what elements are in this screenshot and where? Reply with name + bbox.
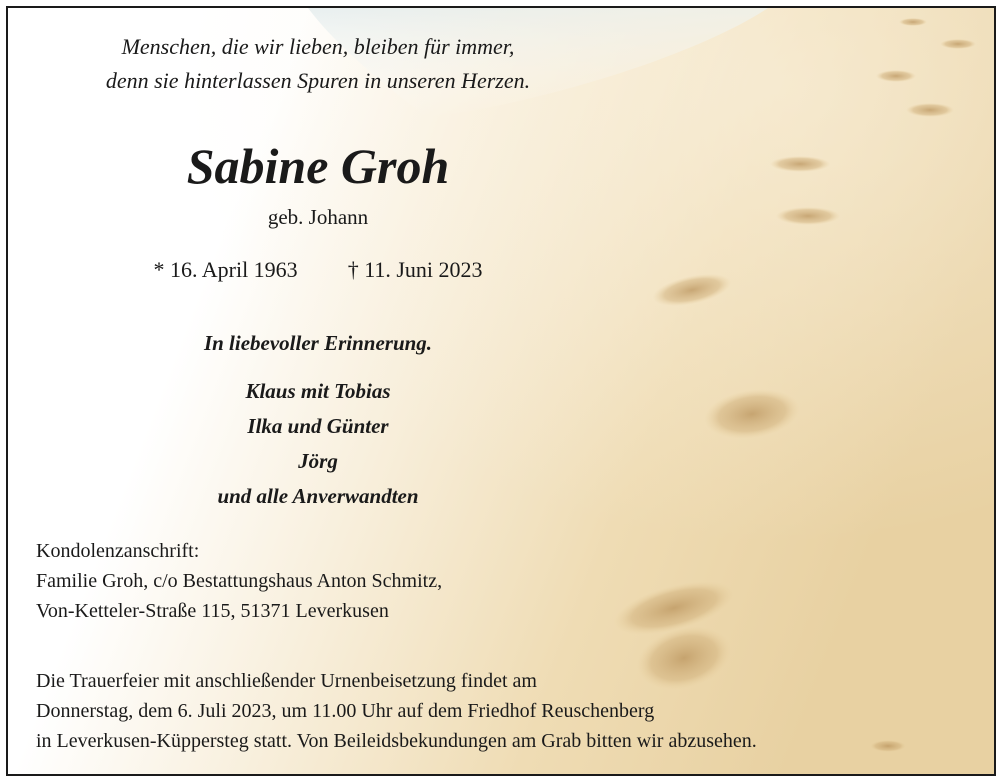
ceremony-line: in Leverkusen-Küppersteg statt. Von Beileidsbekundungen am Grab bitten wir abzusehen. [36, 730, 757, 752]
deceased-name: Sabine Groh [186, 138, 450, 194]
motto-quote [8, 30, 628, 98]
motto-line: denn sie hinterlassen Spuren in unseren Herzen. [105, 68, 531, 93]
mourners-list [8, 374, 628, 514]
death-date: † 11. Juni 2023 [347, 257, 483, 282]
mourner-item: Ilka und Günter [247, 414, 389, 438]
ceremony-line: Donnerstag, dem 6. Juli 2023, um 11.00 Uhr auf dem Friedhof Reuschenberg [36, 700, 655, 722]
life-dates [8, 256, 628, 284]
ceremony-notice [36, 666, 757, 756]
mourner-item: Jörg [298, 449, 338, 473]
mourner-item: Klaus mit Tobias [245, 379, 391, 403]
condolence-address [36, 536, 442, 626]
birth-date: * 16. April 1963 [153, 257, 298, 282]
mourner-item: und alle Anverwandten [217, 484, 419, 508]
birth-name: geb. Johann [267, 205, 369, 229]
condolence-line: Von-Ketteler-Straße 115, 51371 Leverkusen [36, 600, 389, 622]
condolence-line: Familie Groh, c/o Bestattungshaus Anton Schmitz, [36, 570, 443, 592]
motto-line: Menschen, die wir lieben, bleiben für immer, [121, 34, 515, 59]
condolence-heading: Kondolenzanschrift: [36, 540, 200, 562]
obituary-card [6, 6, 996, 776]
ceremony-line: Die Trauerfeier mit anschließender Urnenbeisetzung findet am [36, 670, 537, 692]
memory-line: In liebevoller Erinnerung. [203, 331, 433, 355]
